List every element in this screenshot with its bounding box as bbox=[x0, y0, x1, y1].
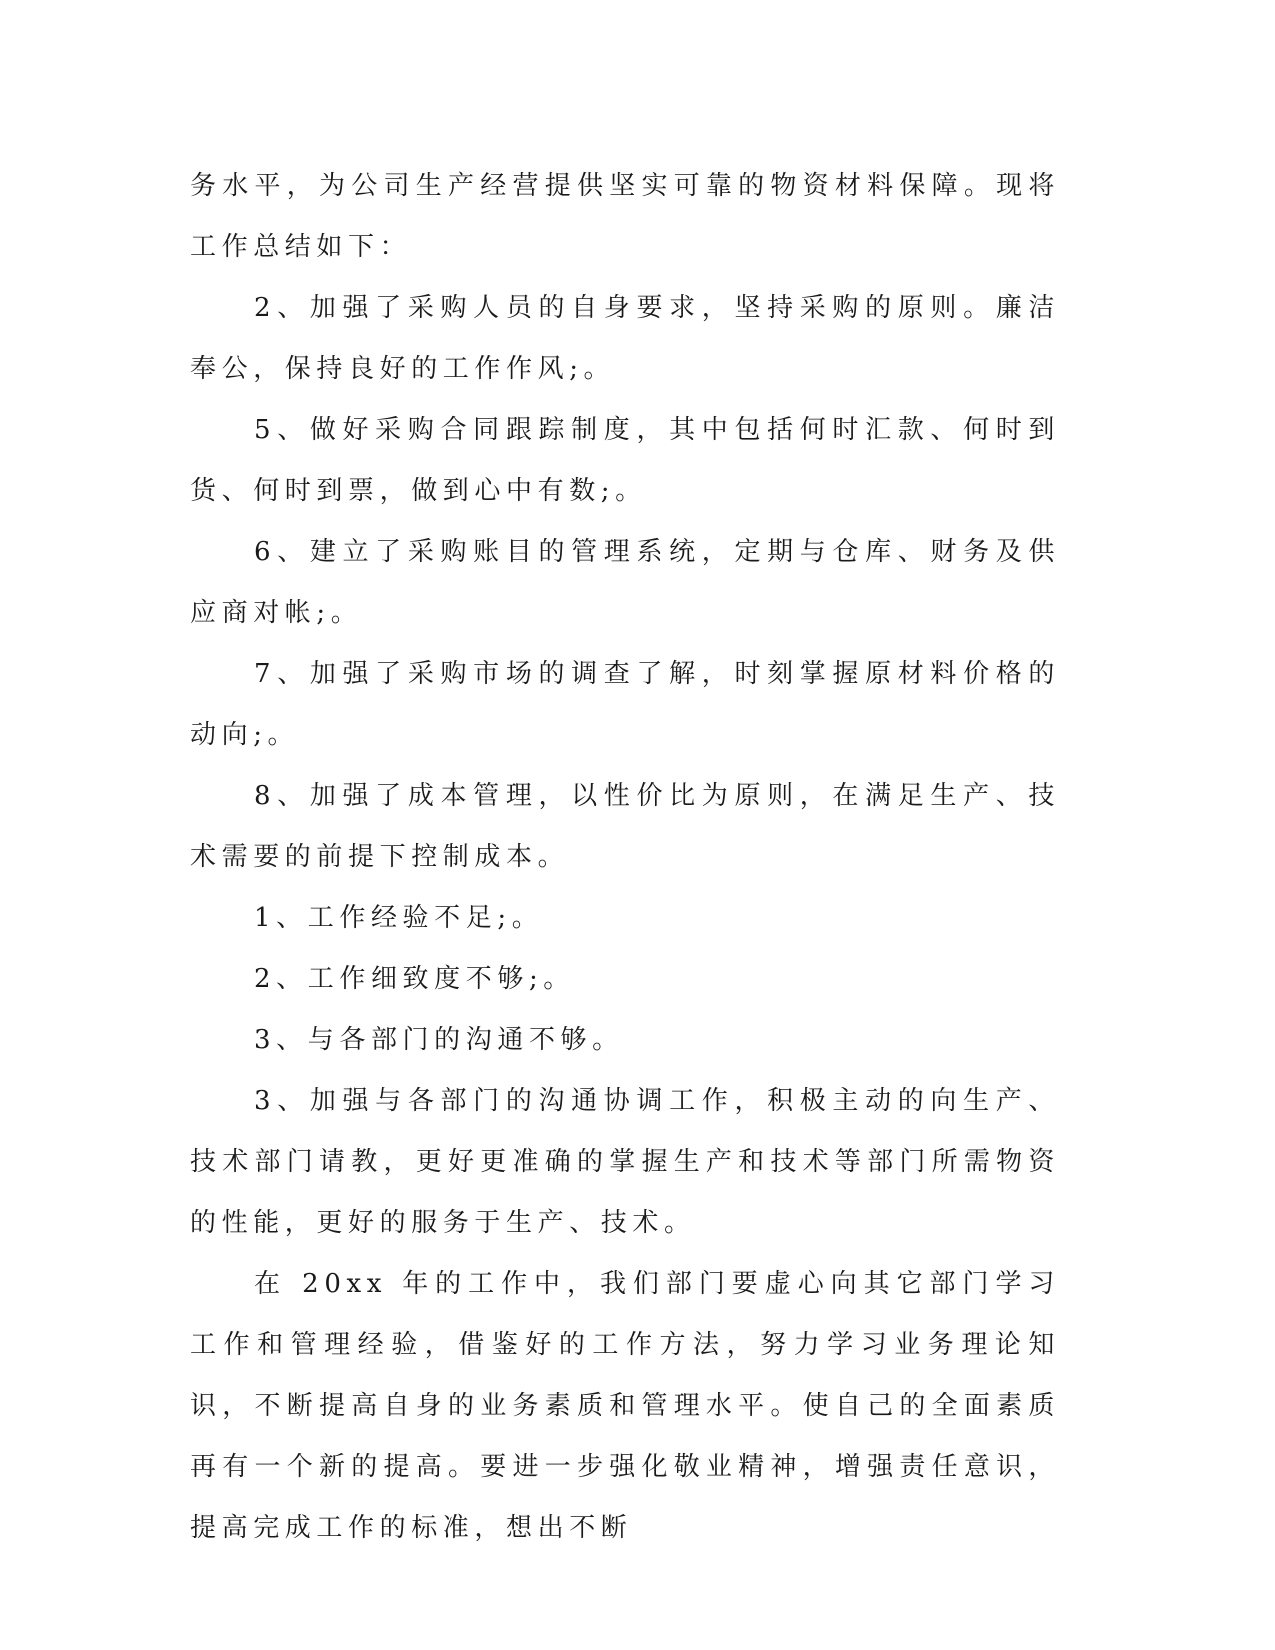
paragraph-shortcoming-3: 3、与各部门的沟通不够。 bbox=[254, 1025, 624, 1055]
paragraph-shortcoming-1: 1、工作经验不足;。 bbox=[254, 903, 544, 933]
paragraph-shortcoming-2: 2、工作细致度不够;。 bbox=[254, 964, 575, 994]
paragraph-intro-continued: 务水平，为公司生产经营提供坚实可靠的物资材料保障。现将工作总结如下： bbox=[190, 171, 1060, 262]
paragraph-item-6-accounts: 6、建立了采购账目的管理系统，定期与仓库、财务及供应商对帐;。 bbox=[190, 537, 1060, 628]
paragraph-item-2-requirements: 2、加强了采购人员的自身要求，坚持采购的原则。廉洁奉公，保持良好的工作作风;。 bbox=[190, 293, 1060, 384]
paragraph-improvement-3: 3、加强与各部门的沟通协调工作，积极主动的向生产、技术部门请教，更好更准确的掌握生产和技术等部门所需物资的性能，更好的服务于生产、技术。 bbox=[190, 1086, 1060, 1238]
document-body bbox=[190, 156, 1060, 1559]
paragraph-item-8-cost-management: 8、加强了成本管理，以性价比为原则，在满足生产、技术需要的前提下控制成本。 bbox=[190, 781, 1060, 872]
paragraph-item-5-contract-tracking: 5、做好采购合同跟踪制度，其中包括何时汇款、何时到货、何时到票，做到心中有数;。 bbox=[190, 415, 1060, 506]
paragraph-next-year-plan: 在 20xx 年的工作中，我们部门要虚心向其它部门学习工作和管理经验，借鉴好的工作方法，努力学习业务理论知识，不断提高自身的业务素质和管理水平。使自己的全面素质再有一个新的提高。要进一步强化敬业精神，增强责任意识，提高完成工作的标准，想出不断 bbox=[190, 1269, 1060, 1543]
paragraph-item-7-market-research: 7、加强了采购市场的调查了解，时刻掌握原材料价格的动向;。 bbox=[190, 659, 1060, 750]
